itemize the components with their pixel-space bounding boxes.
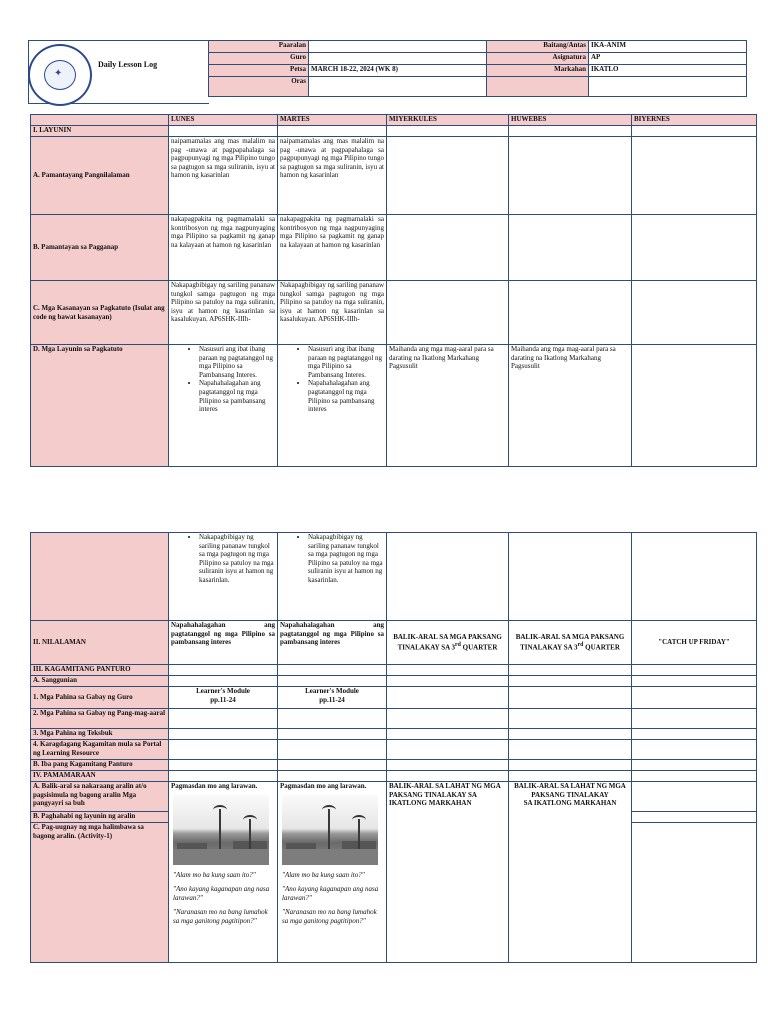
cell-d-huwebes: Maihanda ang mga mag-aaral para sa darating na Ikatlong Markahang Pagsusulit	[509, 345, 632, 467]
day-header-miyerkules: MIYERKULES	[387, 115, 509, 126]
cell-c-martes: Nakapagbibigay ng sariling pananaw tungkol samga pagtugon ng mga Pilipino sa patuloy na mga suliranin, isyu at hamon ng kasarinlan sa kasalukuyan. AP6SHK-IIIh-	[278, 281, 387, 345]
cell-a-martes: naipamamalas ang mas malalim na pag -unawa at pagpapahalaga sa pagpupunyagi ng mga Pilipino tungo sa pagtugon sa mga suliranin, isyu at hamon ng kasarinlan	[278, 137, 387, 215]
log-title: Daily Lesson Log	[98, 60, 158, 69]
deped-seal-icon: ✦	[28, 44, 92, 106]
cell-nil-martes: Napahahalagahan ang pagtatanggol ng mga Pilipino sa pambansang interes	[278, 621, 387, 665]
value-oras	[309, 77, 487, 97]
value-markahan: IKATLO	[589, 65, 747, 77]
value-petsa: MARCH 18-22, 2024 (WK 8)	[309, 65, 487, 77]
label-paghahabi: B. Paghahabi ng layunin ng aralin	[31, 812, 169, 823]
cell-nil-huwebes: BALIK-ARAL SA MGA PAKSANG TINALAKAY SA 3rd QUARTER	[509, 621, 632, 665]
list-item: • Napahahalagahan ang pagtatanggol ng mga Pilipino sa pambansang interes	[308, 379, 384, 413]
list-item: • Napahahalagahan ang pagtatanggol ng mga Pilipino sa pambansang interes	[199, 379, 275, 413]
cell-pamamaraan-martes: Pagmasdan mo ang larawan. "Alam mo ba kung saan ito?" "Ano kayang kaganapan ang nasa larawan?" "Naranasan mo na bang lumahok sa mga ganitong pagtitipon?"	[278, 782, 387, 963]
label-teksbuk: 3. Mga Pahina ng Teksbuk	[31, 729, 169, 740]
cell-d-lunes	[169, 345, 278, 467]
cell-b-martes: nakapagpakita ng pagmamalaki sa kontribosyon ng mga nagpunyaging mga Pilipino sa pagkamit ng ganap na kalayaan at hamon ng kasarinlan	[278, 215, 387, 281]
label-gabay-pang-mag-aaral: 2. Mga Pahina sa Gabay ng Pang-mag-aaral	[31, 709, 169, 729]
label-paaralan: Paaralan	[209, 41, 309, 53]
label-pamantayang-pangnilalaman: A. Pamantayang Pangnilalaman	[31, 137, 169, 215]
day-header-huwebes: HUWEBES	[509, 115, 632, 126]
value-guro	[309, 53, 487, 65]
day-header-biyernes: BIYERNES	[632, 115, 757, 126]
value-asignatura: AP	[589, 53, 747, 65]
list-item: • Nakapagbibigay ng sariling pananaw tungkol sa mga pagtugon ng mga Pilipino sa patuloy na mga suliranin isyu at hamon ng kasarinlan.	[199, 533, 275, 585]
cell-lm-martes: Learner's Module pp.11-24	[278, 687, 387, 709]
cell-d-cont-martes	[278, 533, 387, 621]
cell-lm-lunes: Learner's Module pp.11-24	[169, 687, 278, 709]
cell-nil-biyernes: "CATCH UP FRIDAY"	[632, 621, 757, 665]
cell-a-lunes: naipamamalas ang mas malalim na pag -unawa at pagpapahalaga sa pagpupunyagi ng mga Pilipino tungo sa pagtugon sa mga suliranin, isyu at hamon ng kasarinlan	[169, 137, 278, 215]
cell-d-martes	[278, 345, 387, 467]
label-oras: Oras	[209, 77, 309, 97]
label-karagdagang-kagamitan: 4. Karagdagang Kagamitan mula sa Portal ng Learning Resource	[31, 740, 169, 760]
cell-d-cont-lunes	[169, 533, 278, 621]
section-layunin: I. LAYUNIN	[31, 126, 169, 137]
list-item: • Nasusuri ang ibat ibang paraan ng pagtatanggol ng mga Pilipino sa Pambansang Interes.	[199, 345, 275, 379]
list-item: • Nasusuri ang ibat ibang paraan ng pagtatanggol ng mga Pilipino sa Pambansang Interes.	[308, 345, 384, 379]
cell-nil-lunes: Napahahalagahan ang pagtatanggol ng mga Pilipino sa pambansang interes	[169, 621, 278, 665]
label-guro: Guro	[209, 53, 309, 65]
label-asignatura: Asignatura	[487, 53, 589, 65]
lesson-table-page1	[30, 114, 757, 467]
lesson-table-page2	[30, 532, 757, 963]
cell-d-miyerkules: Maihanda ang mga mag-aaral para sa darating na Ikatlong Markahang Pagsusulit	[387, 345, 509, 467]
day-header-lunes: LUNES	[169, 115, 278, 126]
cell-nil-miyerkules: BALIK-ARAL SA MGA PAKSANG TINALAKAY SA 3rd QUARTER	[387, 621, 509, 665]
value-paaralan	[309, 41, 487, 53]
section-pamamaraan: IV. PAMAMARAAN	[31, 771, 169, 782]
cell-balik-aral-miyerkules: BALIK-ARAL SA LAHAT NG MGA PAKSANG TINALAKAY SA IKATLONG MARKAHAN	[387, 782, 509, 963]
label-sanggunian: A. Sanggunian	[31, 676, 169, 687]
label-pamantayan-sa-pagganap: B. Pamantayan sa Pagganap	[31, 215, 169, 281]
label-mga-kasanayan: C. Mga Kasanayan sa Pagkatuto (Isulat ang code ng bawat kasanayan)	[31, 281, 169, 345]
section-kagamitan: III. KAGAMITANG PANTURO	[31, 665, 169, 676]
event-photo	[282, 795, 378, 865]
cell-pamamaraan-lunes: Pagmasdan mo ang larawan. "Alam mo ba kung saan ito?" "Ano kayang kaganapan ang nasa larawan?" "Naranasan mo na bang lumahok sa mga ganitong pagtitipon?"	[169, 782, 278, 963]
header-left-table	[208, 40, 487, 97]
label-markahan: Markahan	[487, 65, 589, 77]
cell-balik-aral-huwebes: BALIK-ARAL SA LAHAT NG MGA PAKSANG TINALAKAY SA IKATLONG MARKAHAN	[509, 782, 632, 963]
label-iba-pang-kagamitan: B. Iba pang Kagamitang Panturo	[31, 760, 169, 771]
label-gabay-guro: 1. Mga Pahina sa Gabay ng Guro	[31, 687, 169, 709]
event-photo	[173, 795, 269, 865]
cell-b-lunes: nakapagpakita ng pagmamalaki sa kontribosyon ng mga nagpunyaging mga Pilipino sa pagkamit ng ganap na kalayaan at hamon ng kasarinlan	[169, 215, 278, 281]
label-baitang: Baitang/Antas	[487, 41, 589, 53]
value-baitang: IKA-ANIM	[589, 41, 747, 53]
label-mga-layunin: D. Mga Layunin sa Pagkatuto	[31, 345, 169, 467]
day-header-martes: MARTES	[278, 115, 387, 126]
label-petsa: Petsa	[209, 65, 309, 77]
label-balik-aral: A. Balik-aral sa nakaraang aralin at/o pagsisimula ng bagong aralin Mga pangyayri sa buh	[31, 782, 169, 812]
cell-c-lunes: Nakapagbibigay ng sariling pananaw tungkol samga pagtugon ng mga Pilipino sa patuloy na mga suliranin, isyu at hamon ng kasarinlan sa kasalukuyan. AP6SHK-IIIh-	[169, 281, 278, 345]
label-pag-uugnay: C. Pag-uugnay ng mga halimbawa sa bagong aralin. (Activity-1)	[31, 823, 169, 963]
section-nilalaman: II. NILALAMAN	[31, 621, 169, 665]
list-item: • Nakapagbibigay ng sariling pananaw tungkol sa mga pagtugon ng mga Pilipino sa patuloy na mga suliranin isyu at hamon ng kasarinlan.	[308, 533, 384, 585]
header-right-table	[486, 40, 747, 97]
